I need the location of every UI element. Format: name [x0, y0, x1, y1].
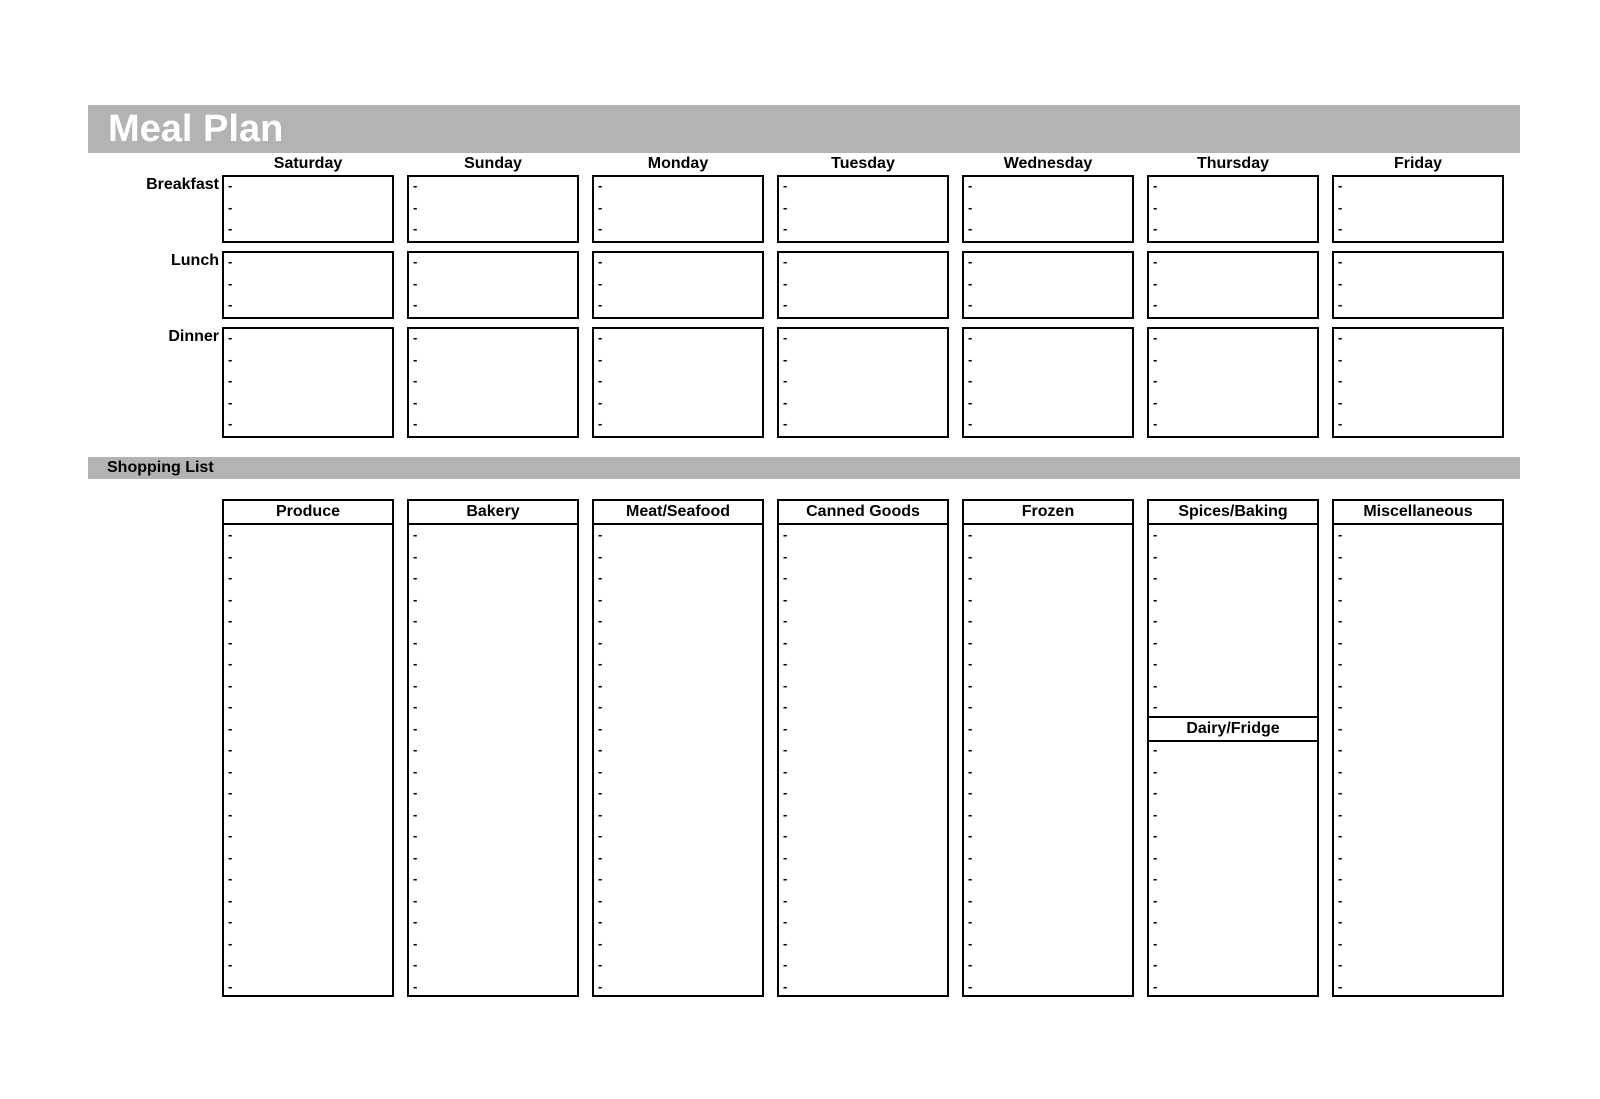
dash-line[interactable]: - — [1153, 871, 1158, 886]
meal-cell[interactable] — [222, 327, 394, 438]
dash-line: - — [968, 221, 973, 236]
meal-label-0: Breakfast — [146, 176, 219, 193]
dash-line[interactable]: - — [413, 806, 418, 822]
title-bar — [88, 105, 1520, 153]
dash-line: - — [1338, 275, 1343, 291]
dash-line[interactable]: - — [1153, 892, 1158, 908]
dash-line[interactable]: - — [228, 677, 233, 693]
dash-line: - — [228, 199, 233, 215]
dash-line[interactable]: - — [598, 677, 603, 693]
dash-line[interactable]: - — [783, 613, 788, 628]
dash-line[interactable]: - — [413, 957, 418, 972]
dash-line[interactable]: - — [228, 763, 233, 779]
dash-line[interactable]: - — [228, 785, 233, 800]
day-header-2: Monday — [647, 155, 709, 172]
dash-line[interactable]: - — [1153, 914, 1158, 929]
dash-line[interactable]: - — [1338, 634, 1343, 650]
dash-line[interactable]: - — [1153, 634, 1158, 650]
dash-line[interactable]: - — [598, 978, 603, 994]
dash-line: - — [413, 394, 418, 410]
dash-line: - — [783, 221, 788, 236]
dash-line: - — [1153, 275, 1158, 291]
dash-line[interactable]: - — [1338, 978, 1343, 994]
dash-line: - — [228, 373, 233, 388]
dash-line: - — [783, 275, 788, 291]
dash-line: - — [783, 373, 788, 388]
dash-line: - — [228, 275, 233, 291]
dash-line[interactable]: - — [968, 613, 973, 628]
dash-line[interactable]: - — [783, 935, 788, 951]
dash-line[interactable]: - — [1338, 656, 1343, 671]
dash-line[interactable]: - — [598, 656, 603, 671]
meal-cell[interactable] — [592, 175, 764, 243]
dash-line: - — [228, 297, 233, 312]
dash-line[interactable]: - — [1338, 763, 1343, 779]
dash-line[interactable]: - — [598, 806, 603, 822]
category-column — [407, 499, 579, 997]
category-column — [777, 499, 949, 997]
dash-line: - — [228, 178, 233, 193]
dash-line[interactable]: - — [228, 935, 233, 951]
dash-line[interactable]: - — [228, 957, 233, 972]
dash-line: - — [968, 254, 973, 269]
dash-line: - — [1338, 199, 1343, 215]
dash-line[interactable]: - — [1153, 957, 1158, 972]
dash-line[interactable]: - — [1153, 527, 1158, 542]
dash-line: - — [228, 254, 233, 269]
dash-line: - — [1153, 394, 1158, 410]
dash-line: - — [1153, 221, 1158, 236]
dash-line[interactable]: - — [968, 849, 973, 865]
dash-line[interactable]: - — [783, 849, 788, 865]
dash-line[interactable]: - — [228, 914, 233, 929]
dash-line[interactable]: - — [1153, 548, 1158, 564]
dash-line[interactable]: - — [1338, 570, 1343, 585]
dash-line[interactable]: - — [413, 527, 418, 542]
dash-line: - — [1153, 351, 1158, 367]
dash-line: - — [1338, 330, 1343, 345]
dash-line[interactable]: - — [1153, 677, 1158, 693]
dash-line[interactable]: - — [1338, 828, 1343, 843]
meal-cell[interactable] — [407, 251, 579, 319]
dash-line: - — [783, 351, 788, 367]
dash-line: - — [413, 178, 418, 193]
dash-line[interactable]: - — [413, 763, 418, 779]
dash-line: - — [413, 221, 418, 236]
dash-line[interactable]: - — [1338, 699, 1343, 714]
category-column — [962, 499, 1134, 997]
meal-cell[interactable] — [1147, 251, 1319, 319]
category-header: Canned Goods — [779, 501, 947, 525]
dash-line[interactable]: - — [228, 892, 233, 908]
dash-line[interactable]: - — [968, 763, 973, 779]
dash-line[interactable]: - — [1338, 527, 1343, 542]
dash-line: - — [783, 254, 788, 269]
dash-line: - — [1338, 394, 1343, 410]
dash-line[interactable]: - — [1153, 763, 1158, 779]
dash-line: - — [783, 330, 788, 345]
dash-line[interactable]: - — [228, 591, 233, 607]
dash-line[interactable]: - — [228, 656, 233, 671]
dash-line[interactable]: - — [1338, 914, 1343, 929]
dash-line[interactable]: - — [598, 548, 603, 564]
dash-line[interactable]: - — [228, 548, 233, 564]
dash-line[interactable]: - — [228, 978, 233, 994]
dash-line[interactable]: - — [1153, 828, 1158, 843]
dash-line: - — [598, 373, 603, 388]
dash-line[interactable]: - — [783, 699, 788, 714]
meal-cell[interactable] — [1332, 327, 1504, 438]
dash-line: - — [1338, 373, 1343, 388]
dash-line[interactable]: - — [598, 935, 603, 951]
dash-line: - — [413, 199, 418, 215]
dash-line[interactable]: - — [968, 634, 973, 650]
dash-line: - — [598, 254, 603, 269]
dash-line: - — [228, 351, 233, 367]
dash-line[interactable]: - — [783, 806, 788, 822]
dash-line[interactable]: - — [228, 699, 233, 714]
dash-line[interactable]: - — [598, 613, 603, 628]
dash-line: - — [783, 178, 788, 193]
dash-line[interactable]: - — [783, 570, 788, 585]
dash-line[interactable]: - — [598, 570, 603, 585]
day-header-5: Thursday — [1196, 155, 1269, 172]
dash-line[interactable]: - — [228, 849, 233, 865]
dash-line: - — [598, 275, 603, 291]
dash-line[interactable]: - — [1338, 871, 1343, 886]
dash-line: - — [1338, 351, 1343, 367]
category-header: Frozen — [964, 501, 1132, 525]
day-header-4: Wednesday — [1003, 155, 1093, 172]
dash-line: - — [783, 297, 788, 312]
category-header: Meat/Seafood — [594, 501, 762, 525]
dash-line[interactable]: - — [598, 699, 603, 714]
dash-line: - — [1153, 254, 1158, 269]
dash-line: - — [413, 416, 418, 431]
dash-line: - — [968, 297, 973, 312]
dash-line[interactable]: - — [783, 742, 788, 757]
dash-line[interactable]: - — [413, 914, 418, 929]
dash-line[interactable]: - — [1153, 935, 1158, 951]
meal-cell[interactable] — [962, 251, 1134, 319]
category-column — [222, 499, 394, 997]
dash-line[interactable]: - — [783, 871, 788, 886]
dash-line: - — [228, 221, 233, 236]
dash-line[interactable]: - — [413, 591, 418, 607]
page-title: Meal Plan — [108, 108, 284, 150]
dash-line[interactable]: - — [968, 677, 973, 693]
dash-line[interactable]: - — [228, 613, 233, 628]
dash-line[interactable]: - — [968, 871, 973, 886]
dash-line[interactable]: - — [598, 527, 603, 542]
dash-line: - — [1338, 221, 1343, 236]
dash-line[interactable]: - — [413, 677, 418, 693]
dash-line[interactable]: - — [228, 871, 233, 886]
dash-line[interactable]: - — [413, 828, 418, 843]
meal-cell[interactable] — [1332, 175, 1504, 243]
dash-line: - — [598, 416, 603, 431]
dash-line[interactable]: - — [968, 785, 973, 800]
dash-line[interactable]: - — [968, 699, 973, 714]
category-column — [1147, 499, 1319, 997]
dash-line[interactable]: - — [1153, 591, 1158, 607]
dash-line[interactable]: - — [783, 914, 788, 929]
sub-category-header: Dairy/Fridge — [1149, 716, 1317, 742]
dash-line[interactable]: - — [1338, 742, 1343, 757]
dash-line[interactable]: - — [413, 849, 418, 865]
dash-line: - — [968, 373, 973, 388]
dash-line[interactable]: - — [783, 677, 788, 693]
dash-line[interactable]: - — [598, 957, 603, 972]
dash-line: - — [228, 416, 233, 431]
dash-line[interactable]: - — [968, 892, 973, 908]
dash-line[interactable]: - — [1338, 849, 1343, 865]
meal-label-2: Dinner — [168, 328, 219, 345]
dash-line[interactable]: - — [228, 828, 233, 843]
dash-line: - — [413, 254, 418, 269]
meal-cell[interactable] — [777, 327, 949, 438]
dash-line[interactable]: - — [413, 699, 418, 714]
dash-line: - — [1338, 254, 1343, 269]
dash-line[interactable]: - — [413, 785, 418, 800]
meal-cell[interactable] — [777, 175, 949, 243]
dash-line[interactable]: - — [783, 892, 788, 908]
dash-line[interactable]: - — [1153, 849, 1158, 865]
category-column — [1332, 499, 1504, 997]
dash-line[interactable]: - — [783, 720, 788, 736]
dash-line[interactable]: - — [413, 742, 418, 757]
dash-line[interactable]: - — [783, 957, 788, 972]
dash-line[interactable]: - — [413, 634, 418, 650]
dash-line[interactable]: - — [1338, 613, 1343, 628]
meal-cell[interactable] — [407, 175, 579, 243]
dash-line[interactable]: - — [783, 763, 788, 779]
dash-line[interactable]: - — [1153, 785, 1158, 800]
dash-line[interactable]: - — [228, 742, 233, 757]
dash-line[interactable]: - — [783, 785, 788, 800]
meal-cell[interactable] — [1147, 327, 1319, 438]
dash-line[interactable]: - — [1338, 785, 1343, 800]
dash-line: - — [228, 394, 233, 410]
dash-line[interactable]: - — [413, 892, 418, 908]
dash-line[interactable]: - — [598, 785, 603, 800]
shopping-list-bar — [88, 457, 1520, 479]
dash-line[interactable]: - — [783, 656, 788, 671]
dash-line[interactable]: - — [968, 957, 973, 972]
dash-line: - — [413, 330, 418, 345]
dash-line[interactable]: - — [968, 591, 973, 607]
dash-line[interactable]: - — [1153, 978, 1158, 994]
meal-cell[interactable] — [777, 251, 949, 319]
dash-line[interactable]: - — [413, 548, 418, 564]
dash-line: - — [598, 351, 603, 367]
dash-line[interactable]: - — [1338, 677, 1343, 693]
category-header: Bakery — [409, 501, 577, 525]
dash-line[interactable]: - — [598, 742, 603, 757]
dash-line: - — [968, 178, 973, 193]
dash-line[interactable]: - — [598, 828, 603, 843]
meal-label-1: Lunch — [171, 252, 219, 269]
meal-cell[interactable] — [962, 327, 1134, 438]
dash-line[interactable]: - — [228, 634, 233, 650]
dash-line: - — [413, 275, 418, 291]
dash-line[interactable]: - — [968, 828, 973, 843]
dash-line: - — [968, 394, 973, 410]
dash-line[interactable]: - — [1338, 548, 1343, 564]
dash-line[interactable]: - — [1338, 720, 1343, 736]
dash-line[interactable]: - — [1153, 699, 1158, 714]
dash-line[interactable]: - — [598, 892, 603, 908]
dash-line[interactable]: - — [1153, 570, 1158, 585]
dash-line: - — [968, 351, 973, 367]
dash-line: - — [968, 416, 973, 431]
dash-line: - — [1153, 297, 1158, 312]
dash-line[interactable]: - — [413, 720, 418, 736]
dash-line[interactable]: - — [228, 806, 233, 822]
meal-cell[interactable] — [1332, 251, 1504, 319]
dash-line: - — [1153, 373, 1158, 388]
dash-line[interactable]: - — [228, 720, 233, 736]
meal-cell[interactable] — [1147, 175, 1319, 243]
dash-line[interactable]: - — [598, 720, 603, 736]
dash-line[interactable]: - — [968, 720, 973, 736]
dash-line[interactable]: - — [968, 742, 973, 757]
dash-line: - — [1153, 178, 1158, 193]
category-header: Spices/Baking — [1149, 501, 1317, 525]
dash-line[interactable]: - — [598, 763, 603, 779]
dash-line[interactable]: - — [228, 527, 233, 542]
dash-line[interactable]: - — [598, 849, 603, 865]
dash-line[interactable]: - — [783, 527, 788, 542]
dash-line: - — [598, 199, 603, 215]
dash-line: - — [598, 297, 603, 312]
dash-line[interactable]: - — [783, 548, 788, 564]
dash-line: - — [598, 178, 603, 193]
dash-line[interactable]: - — [1153, 613, 1158, 628]
dash-line: - — [783, 416, 788, 431]
dash-line[interactable]: - — [783, 978, 788, 994]
dash-line[interactable]: - — [228, 570, 233, 585]
dash-line[interactable]: - — [1338, 957, 1343, 972]
dash-line[interactable]: - — [598, 591, 603, 607]
dash-line[interactable]: - — [968, 570, 973, 585]
dash-line: - — [228, 330, 233, 345]
dash-line: - — [1338, 416, 1343, 431]
category-column — [592, 499, 764, 997]
dash-line[interactable]: - — [968, 978, 973, 994]
day-header-1: Sunday — [464, 155, 522, 172]
dash-line[interactable]: - — [413, 871, 418, 886]
dash-line[interactable]: - — [968, 548, 973, 564]
dash-line: - — [783, 199, 788, 215]
meal-cell[interactable] — [592, 327, 764, 438]
dash-line[interactable]: - — [413, 570, 418, 585]
dash-line[interactable]: - — [598, 914, 603, 929]
meal-cell[interactable] — [962, 175, 1134, 243]
dash-line: - — [413, 351, 418, 367]
dash-line[interactable]: - — [968, 527, 973, 542]
dash-line[interactable]: - — [1153, 806, 1158, 822]
dash-line[interactable]: - — [783, 828, 788, 843]
meal-cell[interactable] — [222, 251, 394, 319]
day-header-6: Friday — [1393, 155, 1442, 172]
dash-line[interactable]: - — [968, 914, 973, 929]
day-header-3: Tuesday — [831, 155, 895, 172]
dash-line[interactable]: - — [413, 656, 418, 671]
dash-line[interactable]: - — [1338, 935, 1343, 951]
category-header: Produce — [224, 501, 392, 525]
dash-line[interactable]: - — [1338, 806, 1343, 822]
shopping-list-title: Shopping List — [107, 459, 214, 476]
meal-cell[interactable] — [222, 175, 394, 243]
dash-line: - — [1338, 178, 1343, 193]
dash-line: - — [1338, 297, 1343, 312]
dash-line: - — [413, 297, 418, 312]
dash-line: - — [413, 373, 418, 388]
dash-line[interactable]: - — [1153, 656, 1158, 671]
dash-line[interactable]: - — [968, 806, 973, 822]
dash-line[interactable]: - — [1338, 892, 1343, 908]
day-header-0: Saturday — [273, 155, 343, 172]
dash-line: - — [1153, 199, 1158, 215]
dash-line: - — [598, 330, 603, 345]
dash-line: - — [968, 330, 973, 345]
dash-line: - — [968, 199, 973, 215]
dash-line[interactable]: - — [413, 935, 418, 951]
dash-line: - — [1153, 330, 1158, 345]
dash-line: - — [598, 221, 603, 236]
dash-line: - — [598, 394, 603, 410]
dash-line: - — [1153, 416, 1158, 431]
dash-line[interactable]: - — [1153, 742, 1158, 757]
dash-line: - — [783, 394, 788, 410]
dash-line[interactable]: - — [1338, 591, 1343, 607]
dash-line[interactable]: - — [783, 591, 788, 607]
category-header: Miscellaneous — [1334, 501, 1502, 525]
dash-line: - — [968, 275, 973, 291]
dash-line[interactable]: - — [968, 935, 973, 951]
dash-line[interactable]: - — [598, 634, 603, 650]
dash-line[interactable]: - — [413, 978, 418, 994]
meal-cell[interactable] — [407, 327, 579, 438]
dash-line[interactable]: - — [968, 656, 973, 671]
meal-cell[interactable] — [592, 251, 764, 319]
dash-line[interactable]: - — [413, 613, 418, 628]
dash-line[interactable]: - — [598, 871, 603, 886]
dash-line[interactable]: - — [783, 634, 788, 650]
